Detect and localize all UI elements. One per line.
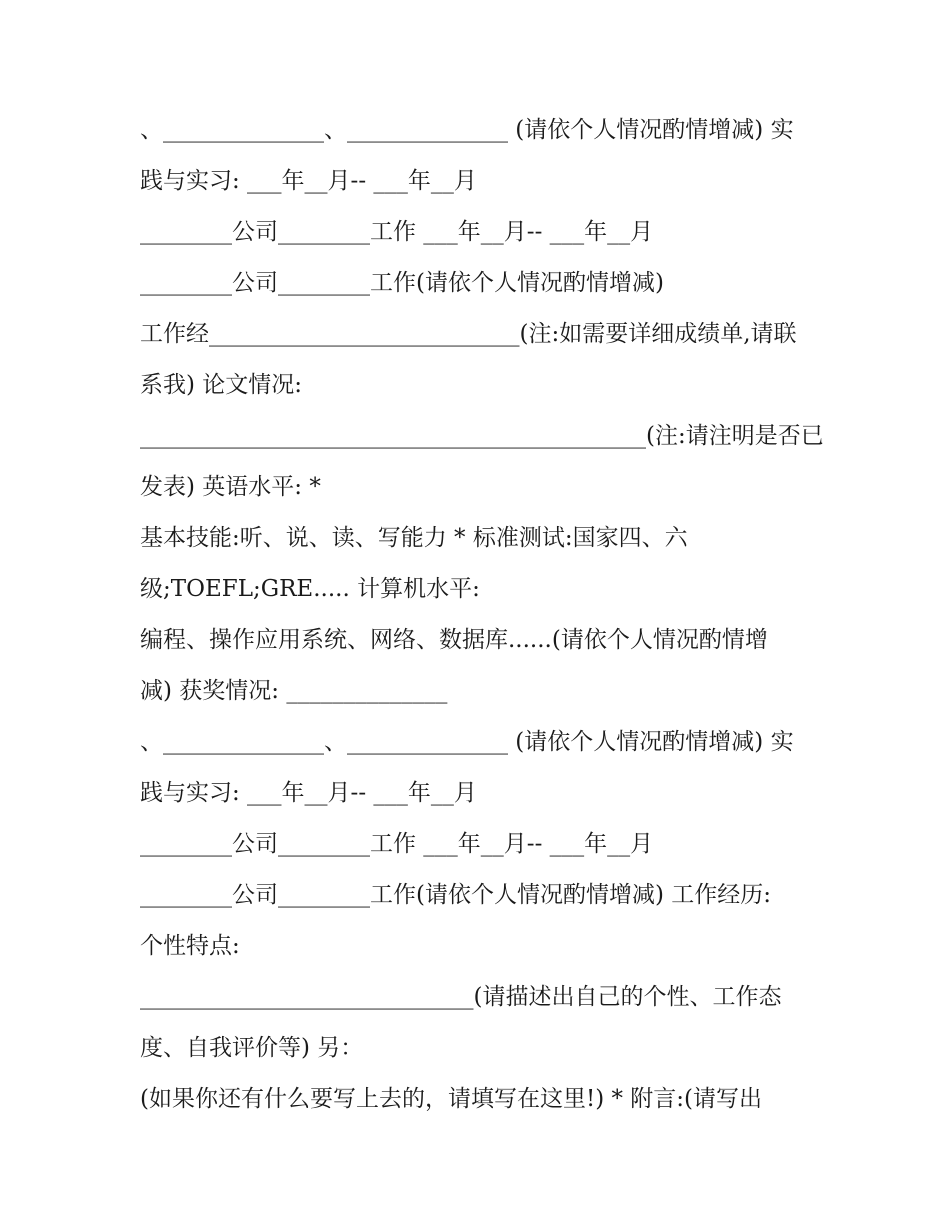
- text-line: 个性特点:: [140, 933, 240, 959]
- text-line: 级;TOEFL;GRE..... 计算机水平:: [140, 576, 480, 602]
- text-line: ________公司________工作(请依个人情况酌情增减): [140, 270, 664, 296]
- text-line: 基本技能:听、说、读、写能力 * 标准测试:国家四、六: [140, 525, 688, 551]
- text-line: 发表) 英语水平: *: [140, 474, 321, 500]
- text-line: ________公司________工作 ___年__月-- ___年__月: [140, 219, 654, 245]
- text-line: 编程、操作应用系统、网络、数据库......(请依个人情况酌情增: [140, 627, 768, 653]
- text-line: ____________________________________________(注:请注明是否已: [140, 423, 824, 449]
- text-line: 度、自我评价等) 另：: [140, 1035, 364, 1061]
- text-line: ________公司________工作 ___年__月-- ___年__月: [140, 831, 654, 857]
- text-line: ________公司________工作(请依个人情况酌情增减) 工作经历:: [140, 882, 772, 908]
- document-body: [140, 108, 830, 1128]
- text-line: 、______________、______________ (请依个人情况酌情增减) 实: [140, 117, 794, 143]
- text-line: _____________________________(请描述出自己的个性、工作态: [140, 984, 782, 1010]
- text-line: 践与实习: ___年__月-- ___年__月: [140, 780, 477, 806]
- text-line: (如果你还有什么要写上去的，请填写在这里!) * 附言:(请写出: [140, 1086, 763, 1112]
- text-line: 、______________、______________ (请依个人情况酌情增减) 实: [140, 729, 794, 755]
- text-line: 工作经___________________________(注:如需要详细成绩单,请联: [140, 321, 797, 347]
- text-line: 系我) 论文情况:: [140, 372, 303, 398]
- text-line: 践与实习: ___年__月-- ___年__月: [140, 168, 477, 194]
- text-line: 减) 获奖情况: ______________: [140, 678, 448, 704]
